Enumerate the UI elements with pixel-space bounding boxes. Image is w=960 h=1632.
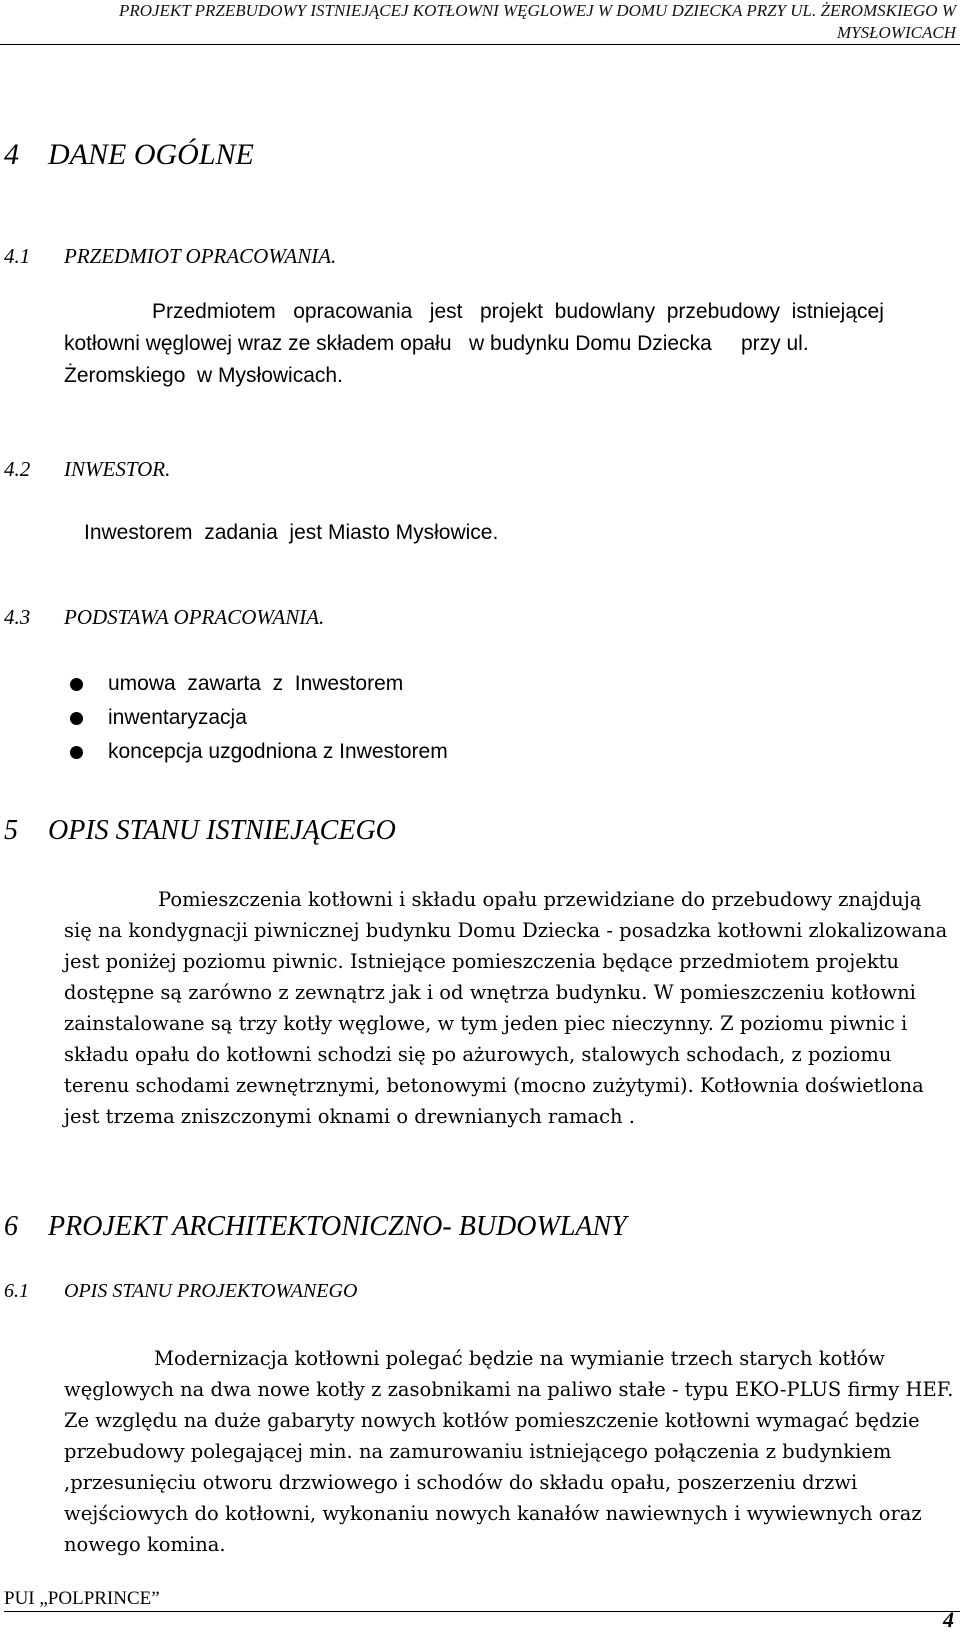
paragraph-line: kotłowni węglowej wraz ze składem opału w budynku Domu Dziecka przy ul. [64,332,809,355]
section-4-2-heading [4,456,170,482]
existing-state-paragraph: Pomieszczenia kotłowni i składu opału przewidziane do przebudowy znajdują się na kondygnacji piwnicznej budynku Domu Dziecka - posadzka kotłowni zlokalizowana jest poniżej poziomu piwnic. Istniejące pomieszczenia będące przedmiotem projektu dostępne są zarówno z zewnątrz jak i od wnętrza budynku. W pomieszczeniu kotłowni zainstalowane są trzy kotły węglowe, w tym jeden piec nieczynny. Z poziomu piwnic i składu opału do kotłowni schodzi się po ażurowych, stalowych schodach, z poziomu terenu schodami zewnętrznymi, betonowymi (mocno zużytymi). Kotłownia doświetlona jest trzema zniszczonymi oknami o drewnianych ramach . [64,888,948,1128]
section-number: 6.1 [4,1280,29,1302]
page-header [0,0,960,45]
section-6-heading [4,1210,627,1244]
section-number: 6 [4,1211,18,1242]
section-4-heading [4,138,254,172]
section-4-1-heading [4,243,336,269]
list-item [70,735,448,769]
section-title: PODSTAWA OPRACOWANIA. [64,605,325,629]
section-title: INWESTOR. [64,457,171,481]
section-title: PROJEKT ARCHITEKTONICZNO- BUDOWLANY [48,1211,627,1242]
projected-state-paragraph: Modernizacja kotłowni polegać będzie na wymianie trzech starych kotłów węglowych na dwa nowe kotły z zasobnikami na paliwo stałe - typu EKO-PLUS firmy HEF. Ze względu na duże gabaryty nowych kotłów pomieszczenie kotłowni wymagać będzie przebudowy polegającej min. na zamurowaniu istniejącego połączenia z budynkiem ,przesunięciu otworu drzwiowego i schodów do składu opału, poszerzeniu drzwi wejściowych do kotłowni, wykonaniu nowych kanałów nawiewnych i wywiewnych oraz nowego komina. [64,1347,954,1556]
list-item-text: umowa zawarta z Inwestorem [108,672,404,695]
footer-divider [4,1611,960,1612]
section-title: PRZEDMIOT OPRACOWANIA. [64,244,337,268]
page-number: 4 [943,1607,954,1632]
basis-list [70,667,448,769]
footer-company: PUI „POLPRINCE” [4,1588,160,1609]
list-item [70,701,448,735]
investor-text: Inwestorem zadania jest Miasto Mysłowice. [84,521,499,544]
section-number: 4.2 [4,457,31,481]
section-5-heading [4,814,396,848]
bullet-icon [70,678,83,691]
header-line-1: PROJEKT PRZEBUDOWY ISTNIEJĄCEJ KOTŁOWNI WĘGLOWEJ W DOMU DZIECKA PRZY UL. ŻEROMSKIEGO W [118,1,956,20]
section-6-1-heading [4,1278,357,1304]
section-title: OPIS STANU ISTNIEJĄCEGO [48,815,396,846]
list-item [70,667,448,701]
paragraph-line: Przedmiotem opracowania jest projekt budowlany przebudowy istniejącej [152,300,884,323]
header-line-2: MYSŁOWICACH [836,23,956,42]
section-number: 4 [4,138,19,171]
section-title: OPIS STANU PROJEKTOWANEGO [64,1280,358,1302]
list-item-text: koncepcja uzgodniona z Inwestorem [108,740,448,763]
section-title: DANE OGÓLNE [48,138,254,171]
section-4-3-heading [4,604,324,630]
list-item-text: inwentaryzacja [108,706,247,729]
bullet-icon [70,712,83,725]
paragraph-line: Żeromskiego w Mysłowicach. [64,364,343,387]
bullet-icon [70,746,83,759]
section-number: 4.3 [4,605,31,629]
section-number: 5 [4,815,18,846]
section-number: 4.1 [4,244,31,268]
